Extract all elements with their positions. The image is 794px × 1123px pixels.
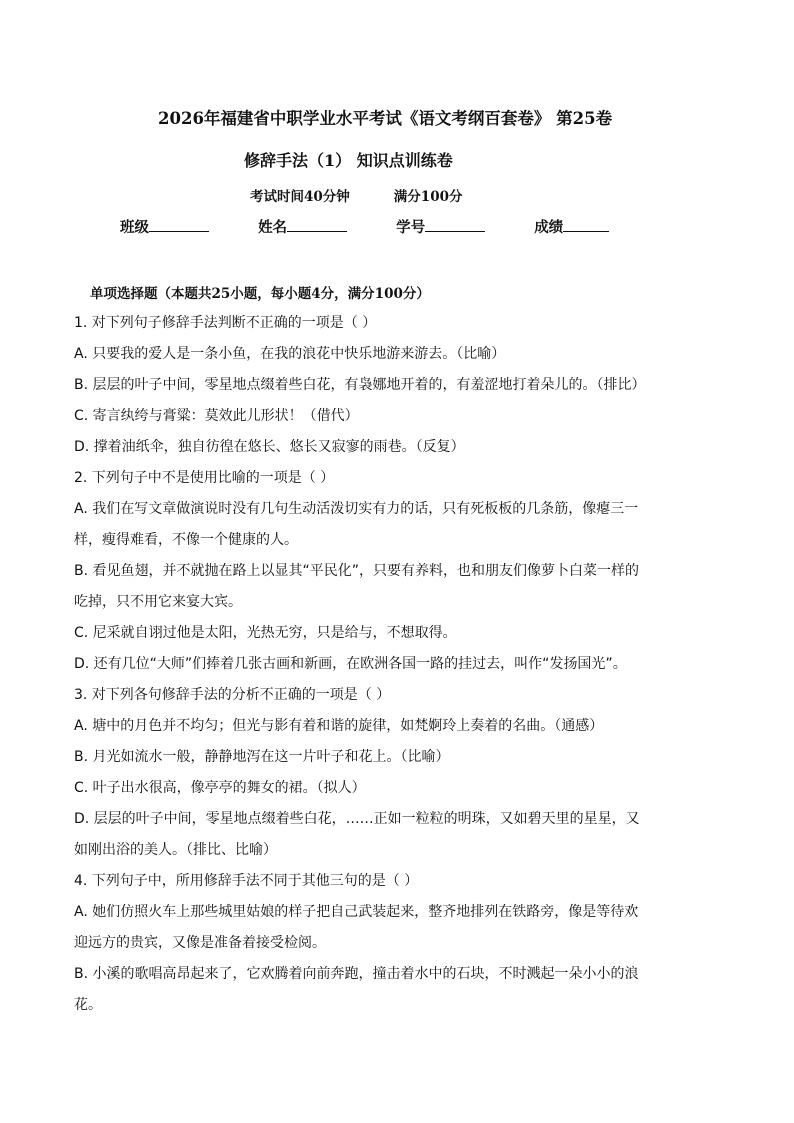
field-score-label: 成绩 [534, 219, 564, 236]
option-line: B. 月光如流水一般，静静地泻在这一片叶子和花上。（比喻） [74, 749, 450, 765]
question-line: 1. 对下列句子修辞手法判断不正确的一项是（ ） [74, 315, 377, 331]
option-line: 吃掉，只不用它来宴大宾。 [74, 594, 242, 610]
exam-time: 考试时间40分钟 [250, 189, 350, 205]
option-line: 迎远方的贵宾，又像是准备着接受检阅。 [74, 935, 326, 951]
field-student-id-label: 学号 [396, 219, 426, 236]
field-score-blank[interactable] [563, 217, 609, 232]
option-line: A. 塘中的月色并不均匀；但光与影有着和谐的旋律，如梵婀玲上奏着的名曲。（通感） [74, 718, 604, 734]
option-line: C. 尼采就自诩过他是太阳，光热无穷，只是给与，不想取得。 [74, 625, 457, 641]
full-score: 满分100分 [393, 189, 463, 205]
option-line: 花。 [74, 997, 102, 1013]
option-line: 如刚出浴的美人。（排比、比喻） [74, 842, 277, 858]
field-class-blank[interactable] [149, 217, 209, 232]
option-line: C. 叶子出水很高，像亭亭的舞女的裙。（拟人） [74, 780, 366, 796]
option-line: D. 层层的叶子中间，零星地点缀着些白花，……正如一粒粒的明珠，又如碧天里的星星，又 [74, 811, 640, 827]
option-line: A. 她们仿照火车上那些城里姑娘的样子把自己武装起来，整齐地排列在铁路旁，像是等待欢 [74, 904, 639, 920]
option-line: B. 小溪的歌唱高昂起来了，它欢腾着向前奔跑，撞击着水中的石块，不时溅起一朵小小的浪 [74, 966, 639, 982]
exam-title: 2026年福建省中职学业水平考试《语文考纲百套卷》 第25卷 [158, 109, 613, 128]
section-title: 单项选择题（本题共25小题，每小题4分，满分100分） [90, 286, 430, 302]
student-info-fields [120, 216, 653, 237]
option-line: C. 寄言纨绔与膏粱：莫效此儿形状！（借代） [74, 408, 359, 424]
option-line: B. 层层的叶子中间，零星地点缀着些白花，有袅娜地开着的，有羞涩地打着朵儿的。（排比） [74, 377, 646, 393]
field-class [120, 216, 209, 237]
field-name-label: 姓名 [258, 219, 288, 236]
field-student-id [396, 216, 485, 237]
question-line: 4. 下列句子中，所用修辞手法不同于其他三句的是（ ） [74, 873, 419, 889]
option-line: A. 只要我的爱人是一条小鱼，在我的浪花中快乐地游来游去。（比喻） [74, 346, 506, 362]
option-line: A. 我们在写文章做演说时没有几句生动活泼切实有力的话，只有死板板的几条筋，像瘪三一 [74, 501, 639, 517]
field-class-label: 班级 [120, 219, 149, 236]
exam-meta [250, 185, 462, 205]
field-score [534, 216, 609, 237]
exam-subtitle: 修辞手法（1） 知识点训练卷 [244, 151, 453, 170]
field-name-blank[interactable] [287, 217, 347, 232]
field-name [258, 216, 347, 237]
field-student-id-blank[interactable] [425, 217, 485, 232]
option-line: D. 还有几位“大师”们捧着几张古画和新画，在欧洲各国一路的挂过去，叫作“发扬国光”。 [74, 656, 627, 672]
question-line: 2. 下列句子中不是使用比喻的一项是（ ） [74, 470, 335, 486]
question-line: 3. 对下列各句修辞手法的分析不正确的一项是（ ） [74, 687, 391, 703]
option-line: B. 看见鱼翅，并不就抛在路上以显其“平民化”，只要有养料，也和朋友们像萝卜白菜一样的 [74, 563, 640, 579]
option-line: 样，瘦得难看，不像一个健康的人。 [74, 532, 298, 548]
option-line: D. 撑着油纸伞，独自彷徨在悠长、悠长又寂寥的雨巷。（反复） [74, 439, 465, 455]
